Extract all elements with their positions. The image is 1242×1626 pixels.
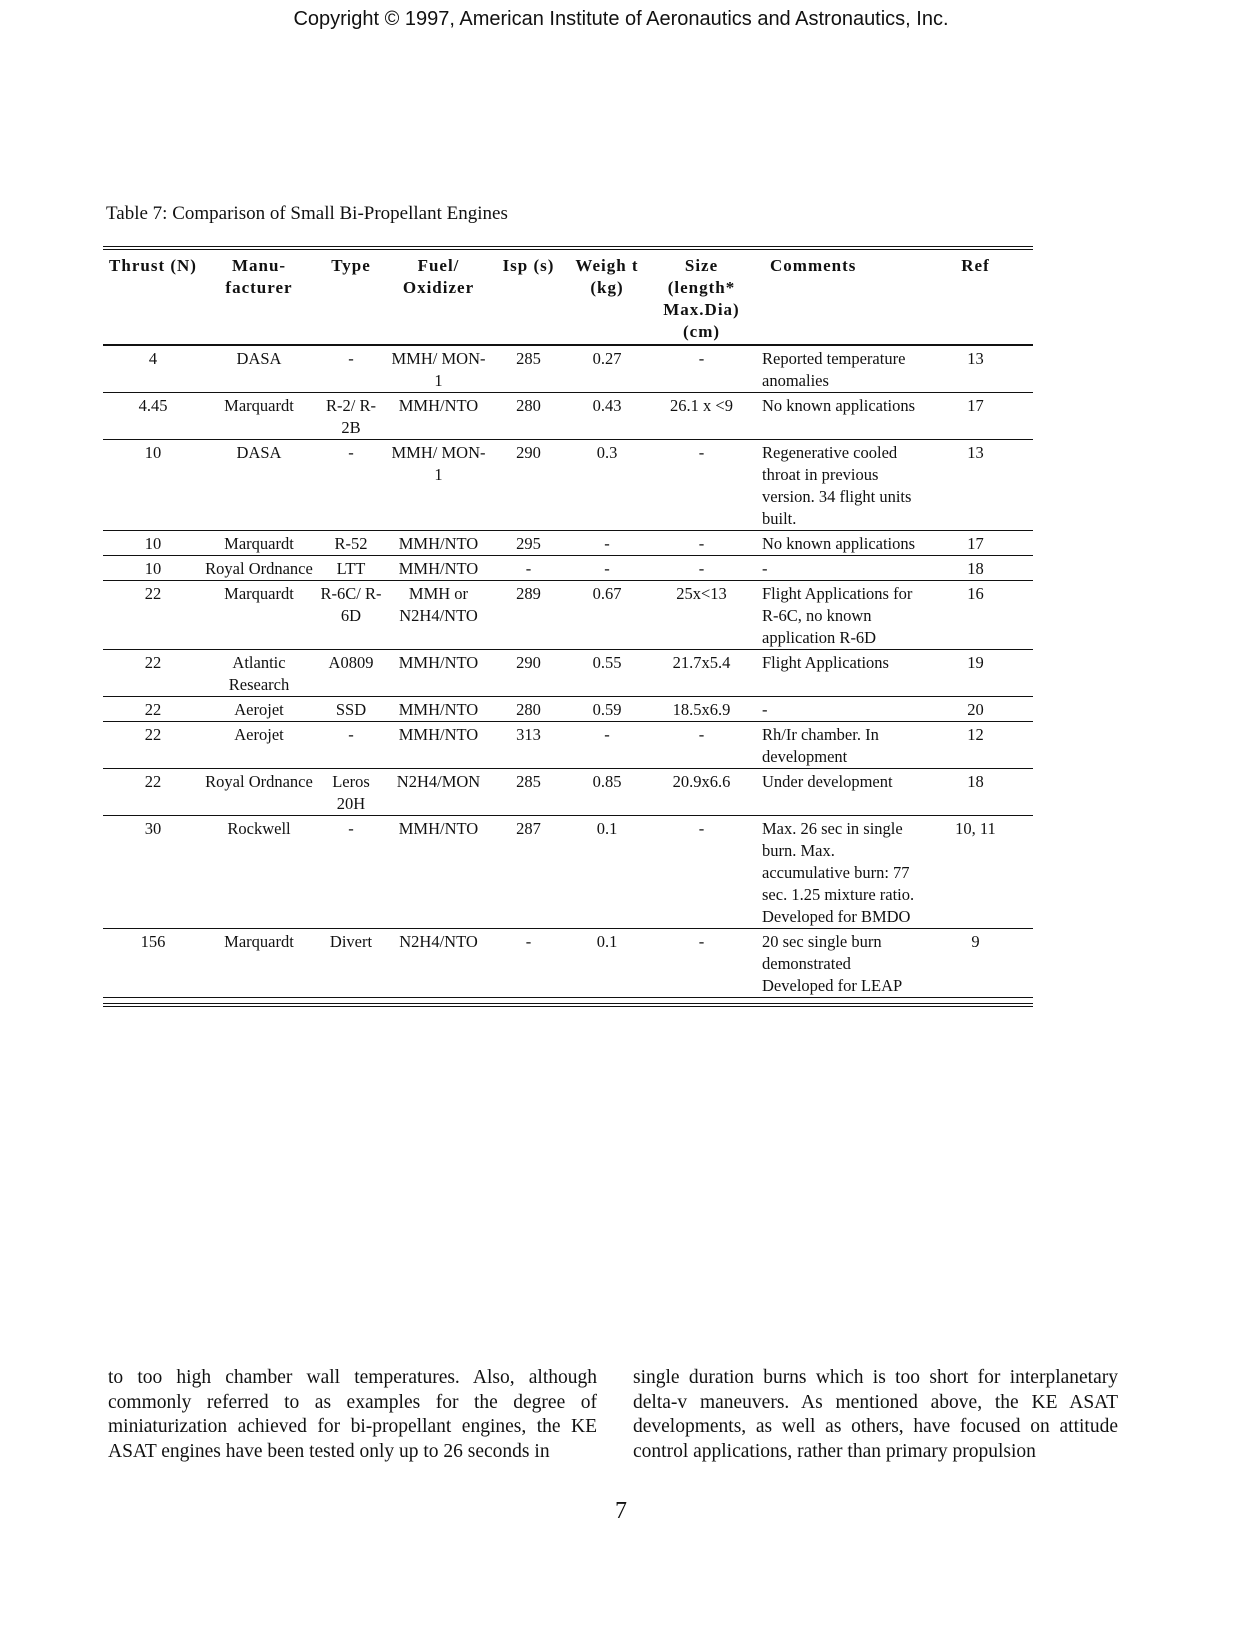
cell-fuel-oxidizer: MMH/NTO	[387, 697, 490, 722]
cell-thrust: 156	[103, 929, 203, 998]
header-thrust: Thrust (N)	[103, 255, 203, 345]
cell-ref: 13	[918, 440, 1033, 531]
table-row	[103, 722, 1033, 769]
cell-size: -	[647, 929, 756, 998]
cell-isp: 285	[490, 345, 567, 393]
cell-size: 20.9x6.6	[647, 769, 756, 816]
header-fuel-oxidizer: Fuel/ Oxidizer	[387, 255, 490, 345]
cell-comments: Max. 26 sec in single burn. Max. accumulative burn: 77 sec. 1.25 mixture ratio. Developed for BMDO	[756, 816, 918, 929]
table-row	[103, 769, 1033, 816]
header-manufacturer: Manu- facturer	[203, 255, 315, 345]
cell-type: A0809	[315, 650, 387, 697]
cell-isp: 313	[490, 722, 567, 769]
cell-ref: 9	[918, 929, 1033, 998]
cell-type: SSD	[315, 697, 387, 722]
cell-weight: 0.27	[567, 345, 647, 393]
cell-comments: -	[756, 556, 918, 581]
cell-isp: 280	[490, 697, 567, 722]
cell-type: Leros 20H	[315, 769, 387, 816]
header-size: Size (length* Max.Dia) (cm)	[647, 255, 756, 345]
cell-thrust: 10	[103, 440, 203, 531]
cell-manufacturer: Aerojet	[203, 722, 315, 769]
cell-manufacturer: DASA	[203, 345, 315, 393]
cell-size: -	[647, 556, 756, 581]
table-header-row	[103, 255, 1033, 345]
table-row	[103, 393, 1033, 440]
table-row	[103, 345, 1033, 393]
cell-weight: 0.43	[567, 393, 647, 440]
cell-manufacturer: Marquardt	[203, 531, 315, 556]
cell-type: -	[315, 345, 387, 393]
cell-isp: 289	[490, 581, 567, 650]
cell-type: -	[315, 722, 387, 769]
cell-ref: 16	[918, 581, 1033, 650]
cell-manufacturer: Royal Ordnance	[203, 556, 315, 581]
cell-isp: -	[490, 929, 567, 998]
cell-comments: Flight Applications	[756, 650, 918, 697]
table-row	[103, 581, 1033, 650]
cell-weight: -	[567, 556, 647, 581]
cell-size: -	[647, 816, 756, 929]
cell-comments: Flight Applications for R-6C, no known application R-6D	[756, 581, 918, 650]
header-type: Type	[315, 255, 387, 345]
cell-comments: Regenerative cooled throat in previous version. 34 flight units built.	[756, 440, 918, 531]
cell-thrust: 22	[103, 581, 203, 650]
engines-table	[103, 255, 1033, 998]
cell-type: -	[315, 440, 387, 531]
cell-size: -	[647, 531, 756, 556]
cell-fuel-oxidizer: MMH/NTO	[387, 393, 490, 440]
cell-manufacturer: Atlantic Research	[203, 650, 315, 697]
cell-weight: 0.59	[567, 697, 647, 722]
cell-manufacturer: DASA	[203, 440, 315, 531]
cell-isp: 285	[490, 769, 567, 816]
cell-weight: 0.67	[567, 581, 647, 650]
cell-thrust: 10	[103, 556, 203, 581]
cell-manufacturer: Aerojet	[203, 697, 315, 722]
cell-weight: 0.1	[567, 816, 647, 929]
table-caption: Table 7: Comparison of Small Bi-Propellant Engines	[106, 203, 508, 224]
cell-weight: 0.3	[567, 440, 647, 531]
header-ref: Ref	[918, 255, 1033, 345]
cell-fuel-oxidizer: MMH or N2H4/NTO	[387, 581, 490, 650]
cell-isp: -	[490, 556, 567, 581]
table-row	[103, 929, 1033, 998]
cell-fuel-oxidizer: MMH/NTO	[387, 650, 490, 697]
cell-fuel-oxidizer: N2H4/NTO	[387, 929, 490, 998]
cell-thrust: 22	[103, 697, 203, 722]
cell-thrust: 22	[103, 722, 203, 769]
engines-table-container	[103, 246, 1033, 1007]
table-row	[103, 816, 1033, 929]
cell-weight: -	[567, 531, 647, 556]
cell-thrust: 22	[103, 769, 203, 816]
cell-weight: 0.55	[567, 650, 647, 697]
table-bottom-rule	[103, 999, 1033, 1007]
cell-size: 21.7x5.4	[647, 650, 756, 697]
cell-type: -	[315, 816, 387, 929]
table-row	[103, 440, 1033, 531]
page-number: 7	[615, 1498, 627, 1524]
header-weight: Weigh t (kg)	[567, 255, 647, 345]
cell-ref: 10, 11	[918, 816, 1033, 929]
cell-fuel-oxidizer: MMH/NTO	[387, 816, 490, 929]
cell-fuel-oxidizer: MMH/ MON-1	[387, 440, 490, 531]
cell-type: R-6C/ R-6D	[315, 581, 387, 650]
cell-type: Divert	[315, 929, 387, 998]
cell-ref: 12	[918, 722, 1033, 769]
cell-type: LTT	[315, 556, 387, 581]
table-row	[103, 697, 1033, 722]
cell-comments: 20 sec single burn demonstrated Developed for LEAP	[756, 929, 918, 998]
cell-size: -	[647, 722, 756, 769]
header-comments: Comments	[756, 255, 918, 345]
cell-manufacturer: Rockwell	[203, 816, 315, 929]
cell-manufacturer: Marquardt	[203, 929, 315, 998]
cell-type: R-52	[315, 531, 387, 556]
cell-thrust: 10	[103, 531, 203, 556]
table-row	[103, 650, 1033, 697]
cell-fuel-oxidizer: MMH/NTO	[387, 722, 490, 769]
table-row	[103, 556, 1033, 581]
cell-fuel-oxidizer: MMH/ MON-1	[387, 345, 490, 393]
header-isp: Isp (s)	[490, 255, 567, 345]
cell-weight: 0.85	[567, 769, 647, 816]
body-text-left-column: to too high chamber wall temperatures. Also, although commonly referred to as examples for the degree of miniaturization achieved for bi-propellant engines, the KE ASAT engines have been tested only up to 26 seconds in	[108, 1367, 597, 1462]
cell-size: 26.1 x <9	[647, 393, 756, 440]
cell-thrust: 4	[103, 345, 203, 393]
cell-size: -	[647, 345, 756, 393]
cell-thrust: 4.45	[103, 393, 203, 440]
cell-isp: 295	[490, 531, 567, 556]
cell-ref: 19	[918, 650, 1033, 697]
cell-comments: No known applications	[756, 393, 918, 440]
table-top-rule	[103, 246, 1033, 254]
cell-ref: 17	[918, 393, 1033, 440]
cell-comments: No known applications	[756, 531, 918, 556]
cell-weight: -	[567, 722, 647, 769]
cell-isp: 290	[490, 440, 567, 531]
cell-manufacturer: Marquardt	[203, 393, 315, 440]
cell-size: -	[647, 440, 756, 531]
cell-comments: Reported temperature anomalies	[756, 345, 918, 393]
cell-size: 25x<13	[647, 581, 756, 650]
cell-ref: 18	[918, 769, 1033, 816]
cell-ref: 13	[918, 345, 1033, 393]
cell-thrust: 22	[103, 650, 203, 697]
cell-ref: 18	[918, 556, 1033, 581]
cell-isp: 290	[490, 650, 567, 697]
cell-ref: 20	[918, 697, 1033, 722]
cell-manufacturer: Marquardt	[203, 581, 315, 650]
cell-comments: Under development	[756, 769, 918, 816]
cell-comments: -	[756, 697, 918, 722]
cell-type: R-2/ R-2B	[315, 393, 387, 440]
cell-ref: 17	[918, 531, 1033, 556]
cell-isp: 280	[490, 393, 567, 440]
cell-isp: 287	[490, 816, 567, 929]
cell-fuel-oxidizer: MMH/NTO	[387, 556, 490, 581]
cell-thrust: 30	[103, 816, 203, 929]
table-body	[103, 345, 1033, 998]
cell-weight: 0.1	[567, 929, 647, 998]
table-row	[103, 531, 1033, 556]
cell-manufacturer: Royal Ordnance	[203, 769, 315, 816]
cell-comments: Rh/Ir chamber. In development	[756, 722, 918, 769]
cell-fuel-oxidizer: MMH/NTO	[387, 531, 490, 556]
body-text-right-column: single duration burns which is too short for interplanetary delta-v maneuvers. As mentioned above, the KE ASAT developments, as well as others, have focused on attitude control applications, rather than primary propulsion	[633, 1367, 1118, 1462]
copyright-notice: Copyright © 1997, American Institute of Aeronautics and Astronautics, Inc.	[293, 8, 949, 30]
cell-size: 18.5x6.9	[647, 697, 756, 722]
cell-fuel-oxidizer: N2H4/MON	[387, 769, 490, 816]
